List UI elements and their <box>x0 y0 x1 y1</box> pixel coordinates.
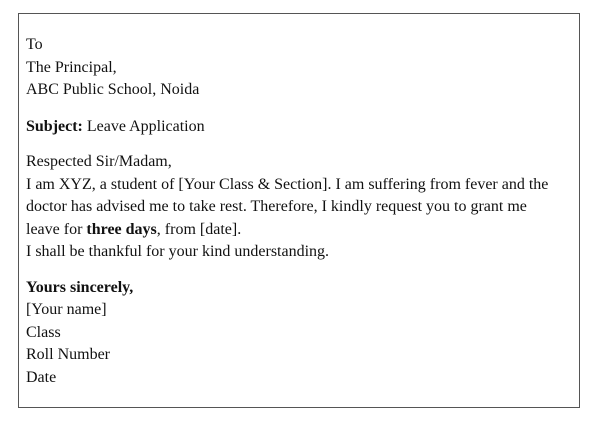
salutation: Respected Sir/Madam, <box>26 153 172 170</box>
subject-line <box>26 116 579 139</box>
letter-date: Date <box>26 368 57 386</box>
sender-name: [Your name] <box>26 301 107 318</box>
body-line-2: doctor has advised me to take rest. Therefore, I kindly request you to grant me <box>26 198 527 215</box>
recipient-address <box>26 34 579 102</box>
subject-label: Subject: <box>26 117 83 135</box>
sender-roll-number: Roll Number <box>26 346 110 363</box>
spacer <box>26 102 579 116</box>
address-school: ABC Public School, Noida <box>26 81 200 98</box>
spacer <box>26 138 579 151</box>
sender-class: Class <box>26 323 61 341</box>
body-line-3-suffix: , from [date]. <box>156 220 242 238</box>
address-recipient: The Principal, <box>26 58 117 76</box>
address-to: To <box>26 36 43 53</box>
leave-application-letter <box>18 13 580 408</box>
spacer <box>26 264 579 277</box>
body-line-4: I shall be thankful for your kind understanding. <box>26 243 330 260</box>
body-line-3-prefix: leave for <box>26 220 87 238</box>
body-line-3 <box>26 219 579 242</box>
letter-body <box>26 151 579 264</box>
leave-duration: three days <box>86 220 157 238</box>
subject-text: Leave Application <box>82 117 205 135</box>
signoff: Yours sincerely, <box>26 278 134 296</box>
body-line-1: I am XYZ, a student of [Your Class & Section]. I am suffering from fever and the <box>26 175 549 193</box>
closing-block <box>26 277 579 390</box>
